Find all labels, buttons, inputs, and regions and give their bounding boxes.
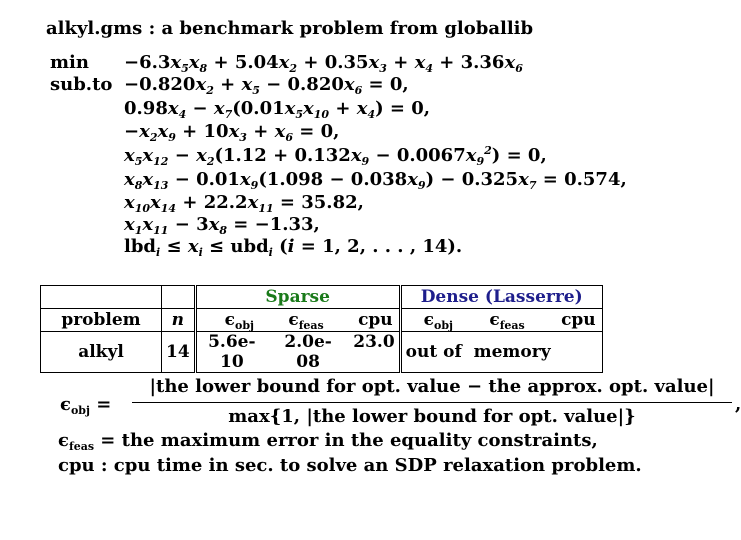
header-efeas: $\epsilon_{feas}$ xyxy=(489,310,525,332)
sparse-values xyxy=(195,332,400,373)
empty-cell xyxy=(41,286,162,309)
constraint-3: $-x_2x_9 + 10x_3 + x_6 = 0$, xyxy=(124,121,340,144)
empty-cell xyxy=(162,286,196,309)
sparse-metric-headers xyxy=(195,309,400,332)
cell-sparse-cpu: 23.0 xyxy=(353,332,395,352)
min-label: min xyxy=(50,52,89,73)
constraint-bounds: $lbd_i \le x_i \le ubd_i$ (i = 1, 2, . . . , 14). xyxy=(124,236,463,259)
header-n: n xyxy=(162,309,196,332)
constraint-7: $x_1x_{11} - 3x_8 = -1.33$, xyxy=(124,214,320,237)
constraint-4: $x_5x_{12} - x_2(1.12 + 0.132x_9 - 0.0067x_9^2) = 0$, xyxy=(124,144,547,168)
cell-sparse-eobj: 5.6e-10 xyxy=(208,332,256,372)
header-eobj: $\epsilon_{obj}$ xyxy=(224,310,255,332)
header-eobj: $\epsilon_{obj}$ xyxy=(423,310,454,332)
cell-n: 14 xyxy=(162,332,196,373)
objective-function: $-6.3x_5x_8 + 5.04x_2 + 0.35x_3 + x_4 + 3.36x_6$ xyxy=(124,52,523,75)
efeas-definition: $\epsilon_{feas}$ = the maximum error in the equality constraints, xyxy=(58,430,598,453)
table-row xyxy=(41,332,603,373)
constraint-5: $x_8x_{13} - 0.01x_9(1.098 - 0.038x_9) - 0.325x_7 = 0.574$, xyxy=(124,169,627,192)
page-title: alkyl.gms : a benchmark problem from globallib xyxy=(46,18,534,39)
fraction-comma: , xyxy=(735,394,741,415)
constraint-1: $-0.820x_2 + x_5 - 0.820x_6 = 0$, xyxy=(124,74,409,97)
header-efeas: $\epsilon_{feas}$ xyxy=(288,310,324,332)
table-group-row xyxy=(41,286,603,309)
header-cpu: cpu xyxy=(561,310,596,330)
cell-problem: alkyl xyxy=(41,332,162,373)
eobj-lhs: $\epsilon_{obj}$ = xyxy=(60,394,112,417)
cpu-definition: cpu : cpu time in sec. to solve an SDP relaxation problem. xyxy=(58,455,642,476)
constraint-2: $0.98x_4 - x_7(0.01x_5x_{10} + x_4) = 0$, xyxy=(124,98,431,121)
constraint-6: $x_{10}x_{14} + 22.2x_{11} = 35.82$, xyxy=(124,192,364,215)
fraction-denominator: max{1, |the lower bound for opt. value|} xyxy=(228,406,636,427)
subto-label: sub.to xyxy=(50,74,113,95)
sparse-group-header: Sparse xyxy=(195,286,400,309)
cell-dense: out of memory xyxy=(400,332,602,373)
cell-sparse-efeas: 2.0e-08 xyxy=(284,332,332,372)
table-header-row xyxy=(41,309,603,332)
header-cpu: cpu xyxy=(358,310,393,330)
fraction-bar xyxy=(132,402,732,403)
dense-metric-headers xyxy=(400,309,602,332)
header-problem: problem xyxy=(41,309,162,332)
fraction-numerator: |the lower bound for opt. value − the approx. opt. value| xyxy=(149,376,715,397)
results-table xyxy=(40,285,603,373)
dense-group-header: Dense (Lasserre) xyxy=(400,286,602,309)
